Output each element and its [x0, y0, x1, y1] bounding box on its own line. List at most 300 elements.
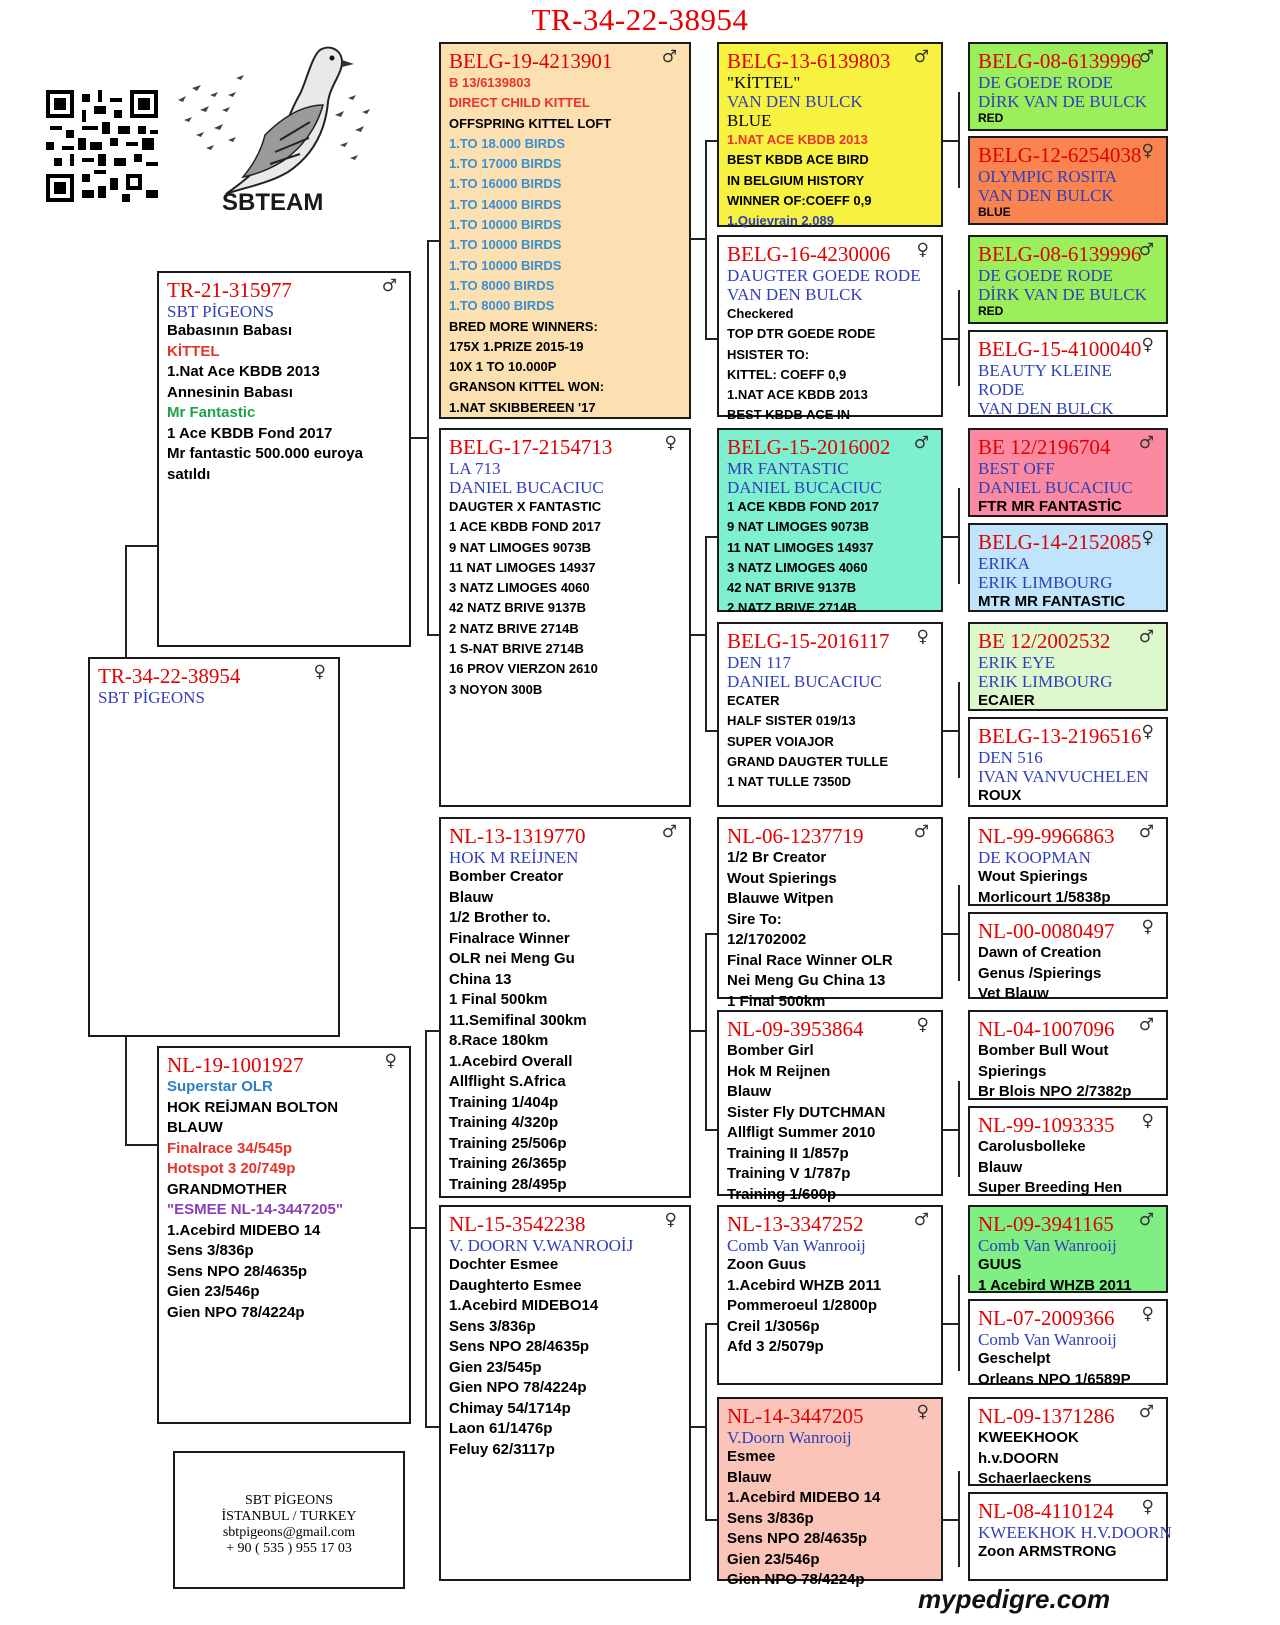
info-line: DE GOEDE RODE	[978, 266, 1114, 285]
connector	[943, 536, 960, 538]
female-icon: ♀	[916, 240, 929, 260]
info-line: Vet Blauw	[978, 985, 1049, 1002]
pedigree-card-g12	[968, 1106, 1168, 1196]
info-line: Blauw	[727, 1083, 772, 1100]
pedigree-card-g6	[968, 523, 1168, 612]
info-line: Gien NPO 78/4224p	[167, 1303, 305, 1321]
connector	[943, 140, 960, 142]
pedigree-card-g11	[968, 1010, 1168, 1100]
sbteam-logo	[170, 40, 380, 220]
pedigree-card-g5	[968, 428, 1168, 517]
info-line: 1.Nat Ace KBDB 2013	[167, 363, 320, 380]
info-line: 11.Semifinal 300km	[449, 1011, 587, 1029]
info-line: Sens 3/836p	[727, 1509, 814, 1527]
info-line: KWEEKHOK H.V.DOORN	[978, 1523, 1172, 1542]
info-line: GRAND DAUGTER TULLE	[727, 753, 889, 769]
contact-card	[173, 1451, 405, 1589]
info-line: Training 1/600p	[727, 1185, 837, 1203]
info-line: Training 25/506p	[449, 1134, 567, 1152]
info-line: Pommeroeul 1/2800p	[727, 1297, 878, 1314]
info-line: Dochter Esmee	[449, 1256, 559, 1273]
info-line: 1.Acebird MIDEBO 14	[727, 1489, 881, 1506]
contact-line: sbtpigeons@gmail.com	[222, 1525, 356, 1540]
info-line: Training II 1/857p	[727, 1144, 849, 1162]
info-line: HALF SISTER 019/13	[727, 713, 856, 729]
info-line: Mr fantastic 500.000 euroya	[167, 445, 363, 462]
connector	[425, 1426, 439, 1428]
connector	[690, 1426, 707, 1428]
info-line: 1.TO 17000 BIRDS	[449, 156, 562, 172]
pedigree-card-dd	[439, 1205, 691, 1581]
ring-number: NL-13-3347252	[727, 1212, 864, 1236]
ring-number: NL-07-2009366	[978, 1306, 1115, 1330]
ring-number: NL-09-3953864	[727, 1017, 864, 1041]
info-line: DANIEL BUCACIUC	[449, 478, 604, 497]
info-line: BEST OFF	[978, 459, 1055, 478]
male-icon: ♂	[913, 1210, 929, 1230]
info-line: ECAIER	[978, 692, 1035, 709]
info-line: 1 Final 500km	[449, 991, 548, 1008]
info-line: Bomber Creator	[449, 868, 564, 885]
info-line: DAUGTER GOEDE RODE	[727, 266, 921, 285]
info-line: 11 NAT LIMOGES 14937	[727, 539, 874, 555]
info-line: 1.Acebird Overall	[449, 1052, 573, 1070]
info-line: Comb Van Wanrooij	[727, 1236, 866, 1255]
info-line: BEST KBDB ACE IN	[727, 407, 851, 423]
info-line: 1.TO 10000 BIRDS	[449, 237, 562, 253]
pedigree-card-g15	[968, 1397, 1168, 1486]
info-line: 2 NATZ BRIVE 2714B	[449, 620, 579, 636]
info-line: 8.Race 180km	[449, 1032, 549, 1049]
info-line: BEAUTY KLEINE	[978, 361, 1112, 380]
info-line: 1 S-NAT BRIVE 2714B	[449, 641, 584, 657]
pedigree-card-g14	[968, 1299, 1168, 1388]
ring-number: BELG-16-4230006	[727, 242, 891, 266]
pedigree-card-dss	[717, 817, 943, 1010]
info-line: Zoon ARMSTRONG	[978, 1543, 1117, 1560]
female-icon: ♀	[1141, 335, 1154, 355]
info-line: FTR MR FANTASTİC	[978, 498, 1122, 515]
connector	[427, 240, 439, 242]
info-line: DE GOEDE RODE	[978, 73, 1114, 92]
connector	[943, 730, 960, 732]
info-line: OLR nei Meng Gu	[449, 950, 575, 967]
info-line: Comb Van Wanrooij	[978, 1330, 1117, 1349]
connector	[705, 933, 717, 935]
info-line: RED	[978, 304, 1004, 318]
female-icon: ♀	[1141, 722, 1154, 742]
pedigree-card-dds	[717, 1205, 943, 1385]
info-line: ERIK LIMBOURG	[978, 672, 1113, 691]
qr-code-icon	[46, 90, 158, 202]
info-line: Schaerlaeckens	[978, 1470, 1092, 1487]
connector	[409, 437, 429, 439]
info-line: 1.TO 16000 BIRDS	[449, 176, 562, 192]
contact-line: İSTANBUL / TURKEY	[221, 1509, 357, 1524]
info-line: 1.Acebird MIDEBO14	[449, 1297, 599, 1314]
pedigree-card-ds	[439, 817, 691, 1198]
info-line: 3 NOYON 300B	[449, 681, 543, 697]
info-line: 16 PROV VIERZON 2610	[449, 661, 598, 677]
info-line: Chimay 54/1714p	[449, 1399, 571, 1417]
info-line: 1.TO 10000 BIRDS	[449, 257, 562, 273]
info-line: Bomber Bull Wout	[978, 1042, 1109, 1059]
info-line: Allfligt Summer 2010	[727, 1124, 876, 1141]
ring-number: BELG-13-2196516	[978, 724, 1142, 748]
info-line: 12/1702002	[727, 931, 807, 948]
info-line: KWEEKHOOK	[978, 1429, 1079, 1446]
info-line: BRED MORE WINNERS:	[449, 318, 598, 334]
ring-number: NL-19-1001927	[167, 1053, 304, 1077]
info-line: Sens 3/836p	[167, 1242, 254, 1259]
page-title: TR-34-22-38954	[531, 2, 749, 37]
info-line: 1 Acebird WHZB 2011	[978, 1276, 1132, 1294]
info-line: KİTTEL	[167, 342, 220, 360]
connector	[705, 933, 707, 1131]
info-line: Sens NPO 28/4635p	[727, 1530, 868, 1547]
ring-number: BELG-17-2154713	[449, 435, 613, 459]
male-icon: ♂	[661, 47, 677, 67]
info-line: KITTEL: COEFF 0,9	[727, 366, 847, 382]
connector	[943, 1323, 960, 1325]
logo-text: SBTEAM	[222, 189, 324, 216]
info-line: Blauw	[978, 1158, 1023, 1176]
ring-number: TR-34-22-38954	[98, 664, 241, 688]
info-line: LA 713	[449, 459, 501, 478]
info-line: VAN DEN BULCK	[978, 186, 1114, 205]
info-line: DANIEL BUCACIUC	[727, 478, 882, 497]
pedigree-card-sds	[717, 428, 943, 616]
pedigree-card-g1	[968, 42, 1168, 131]
info-line: GUUS	[978, 1256, 1022, 1273]
info-line: HOK REİJMAN BOLTON	[167, 1098, 339, 1116]
info-line: h.v.DOORN	[978, 1449, 1059, 1467]
info-line: Training 4/320p	[449, 1114, 559, 1131]
male-icon: ♂	[1138, 47, 1154, 67]
info-line: Orleans NPO 1/6589P	[978, 1370, 1131, 1388]
info-line: Laon 61/1476p	[449, 1420, 553, 1437]
contact-line: SBT PİGEONS	[244, 1493, 334, 1508]
info-line: DANIEL BUCACIUC	[978, 478, 1133, 497]
female-icon: ♀	[1141, 528, 1154, 548]
connector	[409, 1227, 427, 1229]
info-line: DİRK VAN DE BULCK	[978, 92, 1147, 111]
info-line: 1 NAT TULLE 7350D	[727, 774, 852, 790]
info-line: 1.Quievrain 2.089	[727, 213, 834, 229]
connector	[690, 238, 707, 240]
info-line: BLUE	[978, 205, 1011, 219]
male-icon: ♂	[1138, 1210, 1154, 1230]
ring-number: NL-99-1093335	[978, 1113, 1115, 1137]
info-line: "ESMEE NL-14-3447205"	[167, 1201, 343, 1218]
pedigree-card-g10	[968, 912, 1168, 1002]
connector	[705, 730, 717, 732]
info-line: 1 Final 500km	[727, 992, 826, 1010]
info-line: Wout Spierings	[978, 868, 1088, 885]
connector	[705, 140, 717, 142]
info-line: Training 28/495p	[449, 1175, 567, 1193]
info-line: Sister Fly DUTCHMAN	[727, 1103, 886, 1121]
info-line: Comb Van Wanrooij	[978, 1236, 1117, 1255]
ring-number: BELG-08-6139996	[978, 49, 1142, 73]
info-line: 1.NAT ACE KBDB 2013	[727, 387, 868, 403]
info-line: Gien 23/546p	[167, 1283, 260, 1300]
info-line: ECATER	[727, 693, 780, 708]
ring-number: BELG-15-2016002	[727, 435, 891, 459]
contact-line: + 90 ( 535 ) 955 17 03	[226, 1541, 352, 1556]
pedigree-card-ssd	[717, 235, 943, 423]
male-icon: ♂	[913, 822, 929, 842]
info-line: Finalrace Winner	[449, 929, 570, 947]
info-line: Blauwe Witpen	[727, 890, 834, 907]
info-line: Wout Spierings	[727, 869, 837, 887]
info-line: 10X 1 TO 10.000P	[449, 359, 557, 375]
female-icon: ♀	[916, 1015, 929, 1035]
connector	[425, 1030, 427, 1428]
info-line: Esmee	[727, 1448, 776, 1465]
male-icon: ♂	[913, 433, 929, 453]
info-line: Training 1/404p	[449, 1093, 559, 1111]
pedigree-card-sss	[717, 42, 943, 227]
ring-number: BELG-15-4100040	[978, 337, 1142, 361]
info-line: DEN 516	[978, 748, 1043, 767]
info-line: B 13/6139803	[449, 75, 531, 90]
info-line: "KİTTEL"	[727, 73, 801, 92]
info-line: 11 NAT LIMOGES 14937	[449, 559, 596, 575]
info-line: 42 NATZ BRIVE 9137B	[449, 600, 587, 616]
info-line: BEST KBDB ACE BIRD	[727, 152, 869, 168]
info-line: Mr Fantastic	[167, 404, 256, 421]
info-line: GRANDMOTHER	[167, 1180, 287, 1198]
info-line: Gien 23/545p	[449, 1358, 542, 1376]
info-line: Superstar OLR	[167, 1078, 273, 1095]
info-line: 175X 1.PRIZE 2015-19	[449, 338, 584, 354]
info-line: WINNER OF:COEFF 0,9	[727, 192, 872, 208]
female-icon: ♀	[916, 627, 929, 647]
male-icon: ♂	[913, 47, 929, 67]
ring-number: NL-06-1237719	[727, 824, 864, 848]
info-line: 1.TO 8000 BIRDS	[449, 298, 555, 314]
female-icon: ♀	[1141, 917, 1154, 937]
connector	[943, 1519, 960, 1521]
info-line: 1.Acebird MIDEBO 14	[167, 1221, 321, 1239]
male-icon: ♂	[661, 822, 677, 842]
info-line: Training 26/365p	[449, 1155, 567, 1172]
ring-number: BELG-13-6139803	[727, 49, 891, 73]
pedigree-card-g16	[968, 1492, 1172, 1581]
male-icon: ♂	[1138, 433, 1154, 453]
info-line: MR FANTASTIC	[727, 459, 849, 478]
pedigree-card-sdd	[717, 622, 943, 807]
info-line: ERIK LIMBOURG	[978, 573, 1113, 592]
info-line: Carolusbolleke	[978, 1138, 1086, 1155]
info-line: Hotspot 3 20/749p	[167, 1160, 296, 1177]
ring-number: BELG-14-2152085	[978, 530, 1142, 554]
connector	[705, 338, 717, 340]
info-line: Genus /Spierings	[978, 964, 1102, 982]
info-line: ROUX	[978, 787, 1022, 804]
info-line: Checkered	[727, 306, 794, 321]
info-line: Super Breeding Hen	[978, 1179, 1123, 1196]
info-line: SBT PİGEONS	[167, 302, 274, 321]
info-line: satıldı	[167, 465, 211, 483]
pedigree-card-g7	[968, 622, 1168, 711]
info-line: Zoon Guus	[727, 1256, 807, 1273]
pedigree-card-g9	[968, 817, 1168, 906]
info-line: DEN 117	[727, 653, 792, 672]
info-line: DAUGTER X FANTASTIC	[449, 499, 602, 514]
info-line: 1.TO 8000 BIRDS	[449, 277, 555, 293]
info-line: 3 NATZ LIMOGES 4060	[449, 580, 590, 596]
ring-number: BELG-12-6254038	[978, 143, 1142, 167]
ring-number: NL-04-1007096	[978, 1017, 1115, 1041]
info-line: Gien NPO 78/4224p	[727, 1571, 865, 1588]
pedigree-card-sd	[439, 428, 691, 807]
connector	[705, 1129, 717, 1131]
info-line: BLUE	[727, 111, 772, 130]
pedigree-card-sire	[157, 271, 411, 647]
connector	[690, 634, 707, 636]
info-line: IN BELGIUM HISTORY	[727, 172, 865, 188]
info-line: DİRK VAN DE BULCK	[978, 285, 1147, 304]
ring-number: NL-13-1319770	[449, 824, 586, 848]
connector	[425, 1030, 439, 1032]
connector	[125, 1144, 159, 1146]
pedigree-card-g13	[968, 1205, 1168, 1293]
connector	[943, 933, 960, 935]
info-line: DANIEL BUCACIUC	[727, 672, 882, 691]
info-line: GRANSON KITTEL WON:	[449, 379, 605, 395]
info-line: Morlicourt 1/5838p	[978, 888, 1111, 906]
male-icon: ♂	[381, 276, 397, 296]
ring-number: NL-14-3447205	[727, 1404, 864, 1428]
info-line: RED	[978, 111, 1004, 125]
female-icon: ♀	[384, 1051, 397, 1071]
info-line: 3 NATZ LIMOGES 4060	[727, 559, 868, 575]
info-line: Sens NPO 28/4635p	[167, 1262, 308, 1280]
info-line: Creil 1/3056p	[727, 1317, 820, 1335]
info-line: Allflight S.Africa	[449, 1073, 566, 1090]
pedigree-card-g8	[968, 717, 1168, 807]
female-icon: ♀	[664, 433, 677, 453]
info-line: Gien 23/546p	[727, 1550, 820, 1568]
info-line: 9 NAT LIMOGES 9073B	[727, 519, 870, 535]
connector	[125, 545, 159, 547]
info-line: ERIK EYE	[978, 653, 1055, 672]
info-line: MTR MR FANTASTIC	[978, 593, 1126, 610]
info-line: 1.TO 14000 BIRDS	[449, 196, 562, 212]
ring-number: TR-21-315977	[167, 278, 292, 302]
info-line: China 13	[449, 970, 512, 988]
ring-number: NL-09-3941165	[978, 1212, 1114, 1236]
connector	[943, 1129, 960, 1131]
male-icon: ♂	[1138, 627, 1154, 647]
info-line: Sens NPO 28/4635p	[449, 1338, 590, 1355]
info-line: Blauw	[449, 888, 494, 906]
info-line: SUPER VOIAJOR	[727, 733, 834, 749]
info-line: 1.TO 18.000 BIRDS	[449, 135, 566, 151]
info-line: 1.Acebird WHZB 2011	[727, 1276, 882, 1294]
info-line: Afd 3 2/5079p	[727, 1338, 824, 1355]
info-line: 9 NAT LIMOGES 9073B	[449, 539, 592, 555]
info-line: SBT PİGEONS	[98, 688, 205, 707]
info-line: 2 NATZ BRIVE 2714B	[727, 600, 857, 616]
female-icon: ♀	[916, 1402, 929, 1422]
ring-number: NL-99-9966863	[978, 824, 1115, 848]
info-line: ERIKA	[978, 554, 1030, 573]
pedigree-card-dam	[157, 1046, 411, 1424]
info-line: Nei Meng Gu China 13	[727, 972, 886, 989]
ring-number: BE 12/2002532	[978, 629, 1111, 653]
info-line: IVAN VANVUCHELEN	[978, 767, 1149, 786]
info-line: 1.NAT SKIBBEREEN '17	[449, 399, 596, 415]
info-line: 1.TO 10000 BIRDS	[449, 217, 562, 233]
info-line: Blauw	[727, 1468, 772, 1486]
info-line: 1/2 Br Creator	[727, 849, 827, 866]
info-line: BLAUW	[167, 1119, 223, 1136]
info-line: OFFSPRING KITTEL LOFT	[449, 115, 612, 131]
connector	[690, 1030, 707, 1032]
pedigree-card-g2	[968, 136, 1168, 225]
info-line: Br Blois NPO 2/7382p	[978, 1083, 1132, 1100]
info-line: HSISTER TO:	[727, 346, 810, 362]
pedigree-card-ss	[439, 42, 691, 419]
ring-number: NL-08-4110124	[978, 1499, 1114, 1523]
info-line: Training V 1/787p	[727, 1165, 851, 1182]
male-icon: ♂	[1138, 240, 1154, 260]
female-icon: ♀	[1141, 141, 1154, 161]
ring-number: BELG-08-6139996	[978, 242, 1142, 266]
connector	[705, 1323, 707, 1521]
info-line: OLYMPIC ROSITA	[978, 167, 1118, 186]
connector	[705, 1519, 717, 1521]
pedigree-card-g4	[968, 330, 1168, 417]
info-line: 1/2 Brother to.	[449, 909, 551, 926]
info-line: Spierings	[978, 1062, 1047, 1080]
info-line: DIRECT CHILD KITTEL	[449, 95, 590, 111]
info-line: Babasının Babası	[167, 322, 293, 339]
info-line: HOK M REİJNEN	[449, 848, 579, 867]
info-line: Bomber Girl	[727, 1042, 814, 1059]
info-line: 1.NAT ACE KBDB 2013	[727, 132, 868, 147]
info-line: Gien NPO 78/4224p	[449, 1379, 587, 1396]
connector	[705, 536, 717, 538]
info-line: 1 Ace KBDB Fond 2017	[167, 424, 333, 442]
ring-number: BE 12/2196704	[978, 435, 1111, 459]
info-line: RODE	[978, 380, 1025, 399]
footer-url[interactable]: mypedigre.com	[918, 1584, 1111, 1614]
connector	[943, 338, 960, 340]
female-icon: ♀	[313, 662, 326, 682]
info-line: VAN DEN BULCK	[727, 92, 863, 111]
info-line: V. DOORN V.WANROOİJ	[449, 1236, 634, 1255]
info-line: Sire To:	[727, 910, 782, 928]
female-icon: ♀	[1141, 1304, 1154, 1324]
ring-number: NL-00-0080497	[978, 919, 1115, 943]
info-line: VAN DEN BULCK	[727, 285, 863, 304]
ring-number: NL-15-3542238	[449, 1212, 586, 1236]
connector	[705, 1323, 717, 1325]
pedigree-card-g3	[968, 235, 1168, 324]
info-line: 1 ACE KBDB FOND 2017	[727, 499, 879, 514]
female-icon: ♀	[664, 1210, 677, 1230]
info-line: 42 NAT BRIVE 9137B	[727, 580, 857, 596]
info-line: Dawn of Creation	[978, 944, 1102, 961]
info-line: 1 ACE KBDB FOND 2017	[449, 519, 601, 535]
info-line: VAN DEN BULCK	[978, 399, 1114, 418]
info-line: Annesinin Babası	[167, 383, 293, 401]
ring-number: BELG-15-2016117	[727, 629, 890, 653]
